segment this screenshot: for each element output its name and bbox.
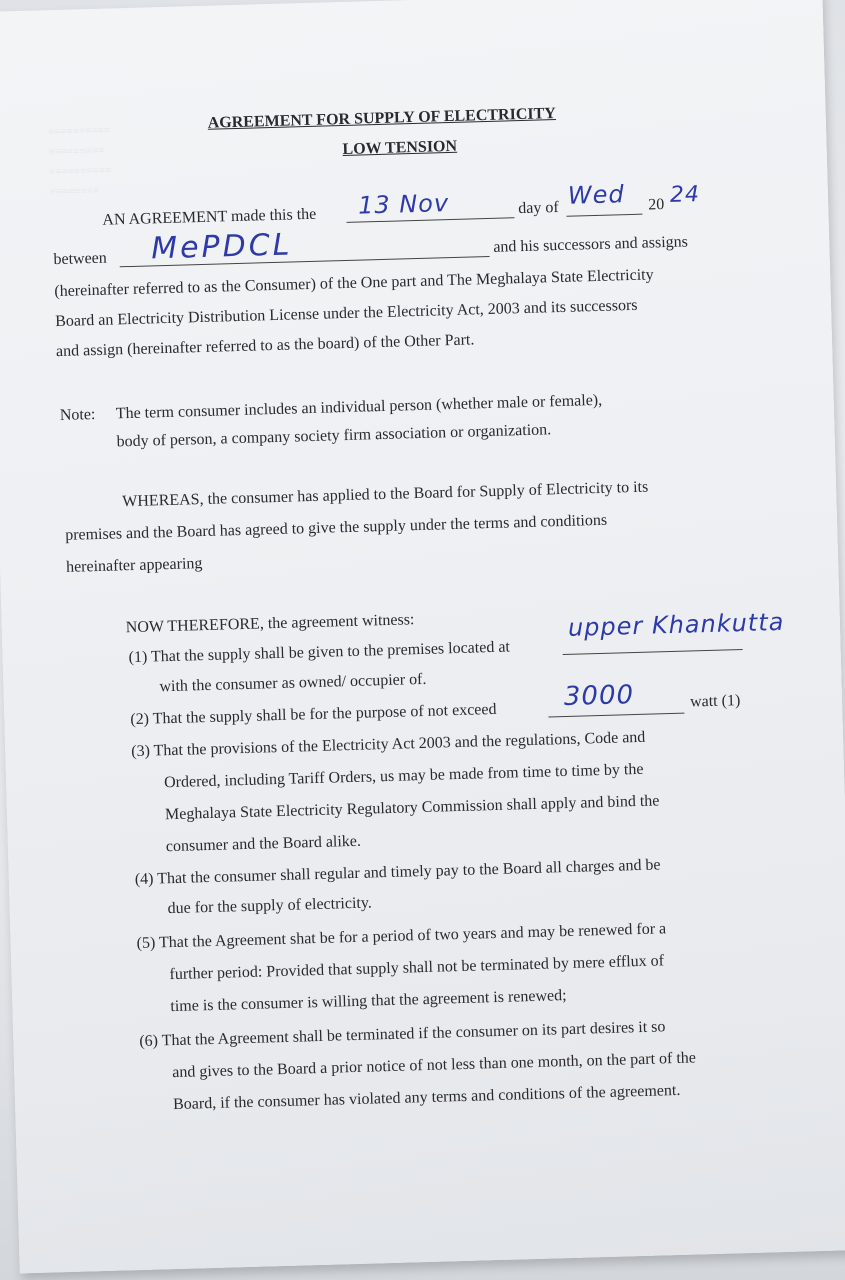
clause-4-line-1: (4) That the consumer shall regular and timely pay to the Board all charges and be: [134, 856, 661, 889]
clause-3-line-2: Ordered, including Tariff Orders, us may be made from time to time by the: [163, 760, 644, 792]
year-handwritten: 24: [669, 182, 701, 208]
party-handwritten: MePDCL: [150, 227, 293, 267]
note-line-2: body of person, a company society firm association or organization.: [116, 421, 552, 451]
whereas-line-1: WHEREAS, the consumer has applied to the Board for Supply of Electricity to its: [122, 478, 649, 511]
date-handwritten: 13 Nov: [357, 189, 450, 220]
intro-between: between: [53, 249, 108, 269]
wattage-blank: [548, 713, 684, 718]
bleed-through-text: ≡≡≡≡≡≡≡≡≡≡ ≡≡≡≡≡≡≡≡≡ ≡≡≡≡≡≡≡≡≡≡ ≡≡≡≡≡≡≡≡: [47, 124, 112, 199]
whereas-line-3: hereinafter appearing: [65, 555, 203, 576]
whereas-line-2: premises and the Board has agreed to give the supply under the terms and conditions: [64, 511, 608, 544]
weekday-handwritten: Wed: [567, 180, 626, 210]
clause-1-line-1: (1) That the supply shall be given to the premises located at: [128, 638, 511, 667]
clause-2-line-1: (2) That the supply shall be for the purpose of not exceed: [130, 700, 497, 729]
document-subtitle: LOW TENSION: [342, 137, 458, 159]
clause-4-line-2: due for the supply of electricity.: [167, 894, 373, 918]
clause-5-line-2: further period: Provided that supply shall not be terminated by mere efflux of: [169, 952, 665, 984]
clause-3-line-3: Meghalaya State Electricity Regulatory Commission shall apply and bind the: [164, 792, 660, 824]
premises-handwritten: upper Khankutta: [567, 607, 785, 642]
intro-made-this-the: AN AGREEMENT made this the: [102, 205, 317, 229]
clause-5-line-3: time is the consumer is willing that the agreement is renewed;: [170, 987, 567, 1016]
note-line-1: The term consumer includes an individual person (whether male or female),: [115, 391, 603, 423]
document-title: AGREEMENT FOR SUPPLY OF ELECTRICITY: [207, 105, 557, 132]
note-label: Note:: [59, 406, 96, 424]
witness-heading: NOW THEREFORE, the agreement witness:: [125, 611, 415, 637]
clause-6-line-3: Board, if the consumer has violated any terms and conditions of the agreement.: [172, 1081, 681, 1114]
clause-6-line-2: and gives to the Board a prior notice of not less than one month, on the part of the: [171, 1049, 697, 1082]
wattage-handwritten: 3000: [563, 680, 635, 713]
weekday-blank: [566, 214, 642, 217]
clause-3-line-4: consumer and the Board alike.: [165, 832, 362, 856]
intro-line-5: and assign (hereinafter referred to as the board) of the Other Part.: [55, 331, 475, 361]
intro-line-4: Board an Electricity Distribution License under the Electricity Act, 2003 and its successors: [54, 296, 638, 331]
clause-2-tail: watt (1): [689, 692, 741, 711]
intro-day-of: day of: [518, 198, 559, 218]
clause-1-line-2: with the consumer as owned/ occupier of.: [159, 670, 427, 696]
premises-blank: [563, 649, 743, 655]
year-prefix: 20: [647, 196, 665, 214]
intro-line-3: (hereinafter referred to as the Consumer) of the One part and The Meghalaya State Electricity: [54, 266, 654, 301]
clause-5-line-1: (5) That the Agreement shat be for a period of two years and may be renewed for a: [136, 920, 667, 953]
clause-3-line-1: (3) That the provisions of the Electricity Act 2003 and the regulations, Code and: [131, 728, 646, 761]
intro-successors: and his successors and assigns: [493, 233, 689, 256]
clause-6-line-1: (6) That the Agreement shall be terminated if the consumer on its part desires it so: [139, 1018, 666, 1051]
